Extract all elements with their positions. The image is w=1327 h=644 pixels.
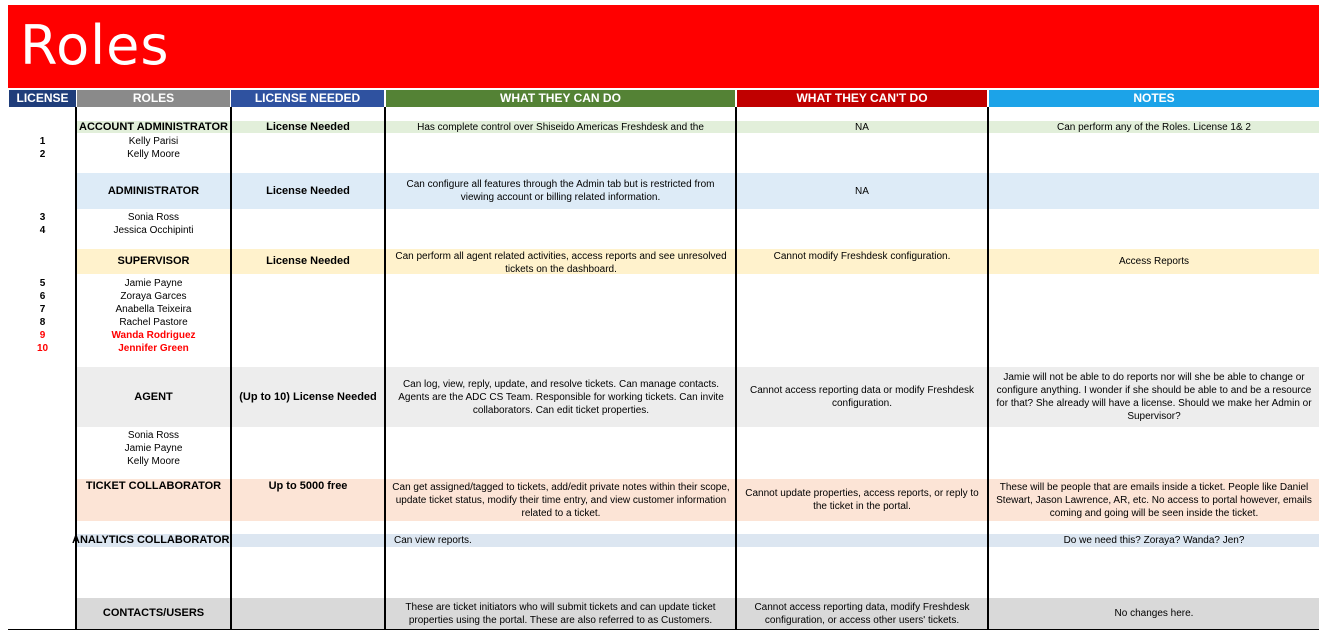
license-number-list: [9, 277, 76, 355]
license-number: 10: [36, 343, 49, 354]
role-administrator: ADMINISTRATOR: [107, 184, 200, 197]
administrator-names: [77, 211, 230, 237]
can-ticket-collab: Can get assigned/tagged to tickets, add/edit private notes within their scope, update ticket status, modify their time entry, and view customer information related to a ticket.: [392, 481, 730, 519]
agent-names: [77, 429, 230, 468]
person-name: Jamie Payne: [124, 278, 183, 289]
can-contacts: These are ticket initiators who will submit tickets and can update ticket properties using the portal. These are also referred to as Customers.: [405, 601, 716, 626]
license-number-list: [9, 135, 76, 161]
person-name: Rachel Pastore: [119, 317, 188, 328]
license-number: 1: [39, 136, 46, 147]
license-number: 9: [39, 330, 46, 341]
person-name: Anabella Teixeira: [115, 304, 192, 315]
person-name: Jessica Occhipinti: [113, 225, 194, 236]
person-name: Kelly Parisi: [128, 136, 179, 147]
cant-administrator: NA: [855, 185, 869, 197]
notes-account-admin: Can perform any of the Roles. License 1& 2: [1057, 121, 1251, 133]
cant-account-admin: NA: [855, 121, 869, 133]
license-account-admin: License Needed: [266, 120, 350, 133]
header-license-needed: LICENSE NEEDED: [231, 90, 384, 107]
role-supervisor: SUPERVISOR: [117, 255, 190, 267]
cant-supervisor: Cannot modify Freshdesk configuration.: [773, 251, 951, 262]
notes-agent: Jamie will not be able to do reports nor will she be able to change or configure anything. I wonder if she should be able to and be a resource for that? She already will have a license. Should we make her Admin or Supervisor?: [996, 372, 1312, 422]
person-name-highlighted: Jennifer Green: [118, 343, 189, 354]
person-name: Jamie Payne: [124, 443, 183, 454]
account-admin-names: [77, 135, 230, 161]
header-roles: ROLES: [77, 90, 230, 107]
license-number: 2: [39, 149, 46, 160]
license-number: 5: [39, 278, 46, 289]
page-title: Roles: [20, 14, 170, 77]
license-number: 7: [39, 304, 46, 315]
role-analytics-collab: ANALYTICS COLLABORATOR: [72, 534, 230, 546]
header-cant-do: WHAT THEY CAN'T DO: [737, 90, 987, 107]
table-bottom-border: [8, 629, 1319, 630]
cant-agent: Cannot access reporting data or modify Freshdesk configuration.: [750, 385, 974, 409]
role-contacts: CONTACTS/USERS: [102, 607, 205, 619]
notes-supervisor: Access Reports: [1118, 256, 1190, 267]
person-name: Kelly Moore: [127, 149, 180, 160]
person-name-highlighted: Wanda Rodriguez: [111, 330, 196, 341]
can-agent: Can log, view, reply, update, and resolve tickets. Can manage contacts. Agents are the ADC CS Team. Responsible for working tickets. Can invite collaborators. Can edit ticket properties.: [398, 378, 724, 416]
license-number: 6: [39, 291, 46, 302]
header-notes: NOTES: [989, 90, 1319, 107]
notes-analytics-collab: Do we need this? Zoraya? Wanda? Jen?: [1063, 535, 1245, 546]
license-administrator: License Needed: [266, 184, 350, 197]
column-divider: [384, 107, 386, 629]
license-agent: (Up to 10) License Needed: [239, 390, 377, 403]
person-name: Zoraya Garces: [120, 291, 187, 302]
cant-contacts: Cannot access reporting data, modify Freshdesk configuration, or access other users' tickets.: [754, 601, 970, 626]
role-agent: AGENT: [134, 390, 173, 403]
notes-ticket-collab: These will be people that are emails inside a ticket. People like Daniel Stewart, Jason Lawrence, AR, etc. No access to portal however, emails coming and going will be seen inside the ticket.: [996, 481, 1312, 519]
license-number-list: [9, 211, 76, 237]
header-license: LICENSE: [9, 90, 76, 107]
person-name: Sonia Ross: [127, 430, 180, 441]
role-account-admin: ACCOUNT ADMINISTRATOR: [79, 120, 228, 133]
license-ticket-collab: Up to 5000 free: [268, 480, 348, 492]
notes-contacts: No changes here.: [1114, 608, 1194, 619]
license-supervisor: License Needed: [266, 255, 350, 267]
can-analytics-collab: Can view reports.: [394, 535, 472, 546]
can-account-admin: Has complete control over Shiseido Americas Freshdesk and the: [417, 121, 704, 133]
person-name: Sonia Ross: [127, 212, 180, 223]
notes-administrator: [989, 173, 1319, 209]
supervisor-names: [77, 277, 230, 355]
cant-ticket-collab: Cannot update properties, access reports, or reply to the ticket in the portal.: [745, 488, 979, 512]
role-ticket-collab: TICKET COLLABORATOR: [85, 480, 222, 492]
license-number: 3: [39, 212, 46, 223]
can-administrator: Can configure all features through the Admin tab but is restricted from viewing account or billing related information.: [406, 179, 715, 203]
license-number: 4: [39, 225, 46, 236]
header-can-do: WHAT THEY CAN DO: [386, 90, 735, 107]
license-number: 8: [39, 317, 46, 328]
can-supervisor: Can perform all agent related activities, access reports and see unresolved tickets on the dashboard.: [395, 251, 727, 275]
person-name: Kelly Moore: [127, 456, 180, 467]
title-banner: [8, 5, 1319, 88]
